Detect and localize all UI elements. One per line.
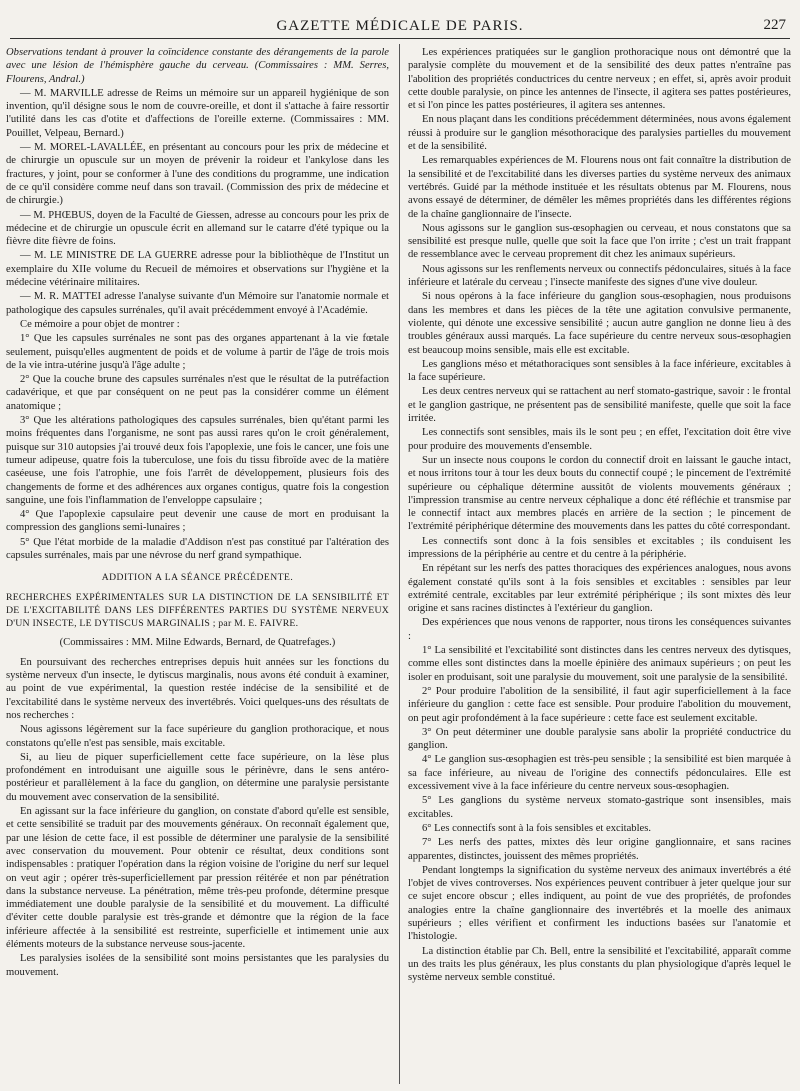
- paragraph: Les paralysies isolées de la sensibilité sont moins persistantes que les paralysies du mouvement.: [6, 953, 389, 978]
- paragraph: Les connectifs sont donc à la fois sensibles et excitables ; ils conduisent les impressions de la périphérie au centre et du centre à la périphérie.: [408, 535, 791, 560]
- paragraph: — M. MARVILLE adresse de Reims un mémoire sur un appareil hygiénique de son invention, qu'il désigne sous le nom de couvre-oreille, et dont il s'attache à faire ressortir l'utilité dans les cas d'otite et d'affections de l'oreille externe. (Commissaires : MM. Pouillet, Velpeau, Bernard.): [6, 87, 389, 139]
- paragraph: En agissant sur la face inférieure du ganglion, on constate d'abord qu'elle est sensible, et cette sensibilité se traduit par des mouvements généraux. On reconnaît également que, par une lésion de cette face, il est possible de déterminer une paralysie de la sensibilité avec conservation du mouvement. Pour obtenir ce résultat, deux conditions sont indispensables : pratiquer l'opération dans la région voisine de l'origine du nerf sur lequel on veut agir ; opérer très-superficiellement par pression réitérée et non par pénétration dans la substance nerveuse. La pénétration, même très-peu profonde, détermine presque immédiatement une double paralysie de la sensibilité et du mouvement. La difficulté d'éviter cette double paralysie est très-grande et démontre que la région de la face inférieure affectée à la sensibilité est restreinte, superficielle et intimement unie aux éléments moteurs de la substance nerveuse sous-jacente.: [6, 806, 389, 950]
- paragraph: Nous agissons sur le ganglion sus-œsophagien ou cerveau, et nous constatons que sa sensibilité est presque nulle, quelle que soit la face que l'on irrite ; c'est un trait frappant de ressemblance avec le cerveau proprement dit chez les animaux supérieurs.: [408, 222, 791, 261]
- paragraph: 5° Les ganglions du système nerveux stomato-gastrique sont insensibles, mais excitables.: [408, 795, 791, 820]
- page-header: [10, 16, 790, 39]
- paragraph: Nous agissons sur les renflements nerveux ou connectifs pédonculaires, situés à la face inférieure et latérale du cerveau ; l'insecte manifeste des signes d'une vive douleur.: [408, 263, 791, 289]
- paragraph: Les connectifs sont sensibles, mais ils le sont peu ; en effet, l'excitation doit être vive pour produire des mouvements d'ensemble.: [408, 427, 791, 452]
- right-column: [408, 46, 791, 1082]
- paragraph: 1° La sensibilité et l'excitabilité sont distinctes dans les centres nerveux des dytisques, comme elles sont distinctes dans la moelle épinière des animaux supérieurs ; on peut les isoler en produisant, soit une paralysie du mouvement, soit une paralysie de la sensibilité.: [408, 645, 791, 683]
- section-heading: ADDITION A LA SÉANCE PRÉCÉDENTE.: [101, 572, 294, 584]
- paragraph: 7° Les nerfs des pattes, mixtes dès leur origine ganglionnaire, et sans racines apparentes, distinctes, jouissent des mêmes propriétés.: [408, 837, 791, 862]
- page-number: 227: [763, 17, 786, 33]
- paragraph: En répétant sur les nerfs des pattes thoraciques des expériences analogues, nous avons également constaté qu'ils sont à la fois sensibles et excitables : sensibles par leur extrémité centrale, excitables par leur extrémité périphérique ; ils sont mixtes dès leur origine et sans racines distinctes à l'extérieur du ganglion.: [408, 563, 791, 615]
- paragraph: Pendant longtemps la signification du système nerveux des animaux invertébrés a été l'objet de vives controverses. Nos expériences peuvent contribuer à jeter quelque jour sur ce sujet encore obscur ; elles indiquent, au point de vue des propriétés, de profondes analogies entre la chaîne ganglionnaire des invertébrés et la moelle des animaux supérieurs ; elles vérifient et confirment les inductions basées sur l'anatomie et l'histologie.: [408, 864, 791, 943]
- paragraph: — M. LE MINISTRE DE LA GUERRE adresse pour la bibliothèque de l'Institut un exemplaire du XIIe volume du Recueil de mémoires et observations sur l'hygiène et la médecine vétérinaire militaires.: [6, 250, 389, 289]
- journal-title: GAZETTE MÉDICALE DE PARIS.: [276, 18, 524, 34]
- paragraph: Les ganglions méso et métathoraciques sont sensibles à la face inférieure, excitables à la face supérieure.: [408, 358, 791, 384]
- paragraph: Nous agissons légèrement sur la face supérieure du ganglion prothoracique, et nous constatons qu'elle n'est pas sensible, mais excitable.: [6, 724, 389, 749]
- paragraph: Observations tendant à prouver la coïncidence constante des dérangements de la parole avec une lésion de l'hémisphère gauche du cerveau. (Commissaires : MM. Serres, Flourens, Andral.): [6, 47, 389, 85]
- paragraph: Des expériences que nous venons de rapporter, nous tirons les conséquences suivantes :: [408, 617, 791, 642]
- paragraph: La distinction établie par Ch. Bell, entre la sensibilité et l'excitabilité, apparaît comme un des traits les plus généraux, les plus constants du plan physiologique d'après lequel le système nerveux semble constitué.: [408, 945, 791, 984]
- column-divider: [399, 44, 400, 1084]
- paragraph: Si nous opérons à la face inférieure du ganglion sous-œsophagien, nous produisons dans les membres et dans les pièces de la tête une agitation convulsive permanente, violente, qui dénote une excessive sensibilité ; aucun autre ganglion ne donne lieu à des troubles généraux aussi marqués. La face supérieure du centre nerveux sous-œsophagien est beaucoup moins sensible, mais elle est excitable.: [408, 291, 791, 356]
- paragraph: 2° Que la couche brune des capsules surrénales n'est que le résultat de la putréfaction cadavérique, et que par conséquent on ne peut pas la considérer comme un élément anatomique ;: [6, 374, 389, 412]
- paragraph: Les expériences pratiquées sur le ganglion prothoracique nous ont démontré que la paralysie complète du mouvement et de la sensibilité des deux pattes n'entraîne pas l'abolition des propriétés conductrices du centre nerveux ; en effet, si, après avoir produit cette double paralysie, on pince les antennes de l'insecte, il agitera ses pattes postérieures, et si l'on pince les pattes postérieures, il agitera ses antennes.: [408, 47, 791, 112]
- paragraph: — M. R. MATTEI adresse l'analyse suivante d'un Mémoire sur l'anatomie normale et pathologique des capsules surrénales, qu'il avait précédemment envoyé à l'Académie.: [6, 291, 389, 316]
- paragraph: Sur un insecte nous coupons le cordon du connectif droit en laissant le gauche intact, et nous irritons tour à tour les deux bouts du connectif coupé ; le pincement de l'extrémité supérieure ou céphalique détermine aussitôt de violents mouvements généraux ; l'impression transmise au centre nerveux céphalique a donc été réfléchie et transmise par le connectif intact aux membres placés en arrière de la section ; le pincement de l'extrémité périphérique détermine des mouvements dans les pattes du côté correspondant.: [408, 454, 791, 533]
- paragraph: 3° Que les altérations pathologiques des capsules surrénales, bien qu'étant parmi les moins fréquentes dans l'organisme, ne sont pas aussi rares qu'on le croit généralement, puisque sur 310 autopsies j'ai trouvé deux fois l'apoplexie, une fois le cancer, une fois une tumeur adipeuse, quatre fois la tuberculose, une fois du tissu fibroïde avec de la matière caséeuse, une fois l'atrophie, une fois l'arrêt de développement, plusieurs fois des changements de forme et des adhérences aux organes contigus, quatre fois la congestion sanguine, une fois l'inflammation de l'enveloppe capsulaire ;: [6, 415, 389, 506]
- article-title: RECHERCHES EXPÉRIMENTALES SUR LA DISTINCTION DE LA SENSIBILITÉ ET DE L'EXCITABILITÉ DANS LES DIFFÉRENTES PARTIES DU SYSTÈME NERVEUX D'UN INSECTE, LE DYTISCUS MARGINALIS ; par M. E. FAIVRE.: [6, 591, 389, 630]
- paragraph: En poursuivant des recherches entreprises depuis huit années sur les fonctions du système nerveux d'un insecte, le dytiscus marginalis, nous avons été conduit à examiner, au point de vue expérimental, la question restée indécise de la sensibilité et de l'excitabilité dans le système nerveux des invertébrés. Voici quelques-uns des résultats de nos recherches :: [6, 656, 389, 721]
- paragraph: Les remarquables expériences de M. Flourens nous ont fait connaître la distribution de la sensibilité et de l'excitabilité dans les diverses parties du système nerveux des animaux vertébrés. Guidé par la méthode instituée et les résultats obtenus par M. Flourens, nous avons essayé de déterminer, de démêler les mêmes propriétés dans les différentes régions de la chaîne ganglionnaire de l'insecte.: [408, 155, 791, 220]
- paragraph: 6° Les connectifs sont à la fois sensibles et excitables.: [422, 822, 651, 834]
- paragraph: — M. PHŒBUS, doyen de la Faculté de Giessen, adresse au concours pour les prix de médecine et de chirurgie un opuscule écrit en allemand sur le catarre d'été typique ou la fièvre dite fièvre de foins.: [6, 209, 389, 248]
- paragraph: 2° Pour produire l'abolition de la sensibilité, il faut agir superficiellement à la face inférieure du ganglion : cette face est sensible. Pour produire l'abolition du mouvement, on peut agir profondément à la face supérieure : cette face est seulement excitable.: [408, 685, 791, 724]
- paragraph: 1° Que les capsules surrénales ne sont pas des organes appartenant à la vie fœtale seulement, puisqu'elles augmentent de poids et de volume à partir de l'âge de trois mois de la vie intra-utérine jusqu'à l'âge adulte ;: [6, 333, 389, 371]
- paragraph: Si, au lieu de piquer superficiellement cette face supérieure, on la lèse plus profondément en introduisant une aiguille sous le périnèvre, dans le sens antéro-postérieur et parallèlement à la face du ganglion, on détermine une paralysie persistante du mouvement avec conservation de la sensibilité.: [6, 751, 389, 803]
- left-column: [6, 46, 389, 1082]
- commissaires-line: (Commissaires : MM. Milne Edwards, Bernard, de Quatrefages.): [59, 637, 336, 649]
- paragraph: En nous plaçant dans les conditions précédemment déterminées, nous avons également réussi à produire sur le ganglion mésothoracique des paralysies partielles du mouvement et de la sensibilité.: [408, 114, 791, 153]
- paragraph: Les deux centres nerveux qui se rattachent au nerf stomato-gastrique, savoir : le frontal et le ganglion gastrique, ne présentent pas de sensibilité manifeste, quelle que soit la face irritée.: [408, 386, 791, 425]
- paragraph: 3° On peut déterminer une double paralysie sans abolir la propriété conductrice du ganglion.: [408, 726, 791, 752]
- paragraph: 5° Que l'état morbide de la maladie d'Addison n'est pas constitué par l'altération des capsules surrénales, mais par une névrose du nerf grand sympathique.: [6, 536, 389, 561]
- paragraph: Ce mémoire a pour objet de montrer :: [20, 318, 180, 330]
- paragraph: 4° Le ganglion sus-œsophagien est très-peu sensible ; la sensibilité est bien marquée à sa face inférieure, au niveau de l'origine des connectifs pédonculaires. Elle est excessivement vive à la face inférieure du centre nerveux sous-œsophagien.: [408, 754, 791, 793]
- paragraph: — M. MOREL-LAVALLÉE, en présentant au concours pour les prix de médecine et de chirurgie un opuscule sur un moyen de prévenir la roideur et l'ankylose dans les fractures, y joint, pour se conformer à l'une des conditions du programme, une indication de ce qu'il considère comme neuf dans son travail. (Commission des prix de médecine et de chirurgie.): [6, 142, 389, 207]
- paragraph: 4° Que l'apoplexie capsulaire peut devenir une cause de mort en produisant la compression des ganglions semi-lunaires ;: [6, 509, 389, 534]
